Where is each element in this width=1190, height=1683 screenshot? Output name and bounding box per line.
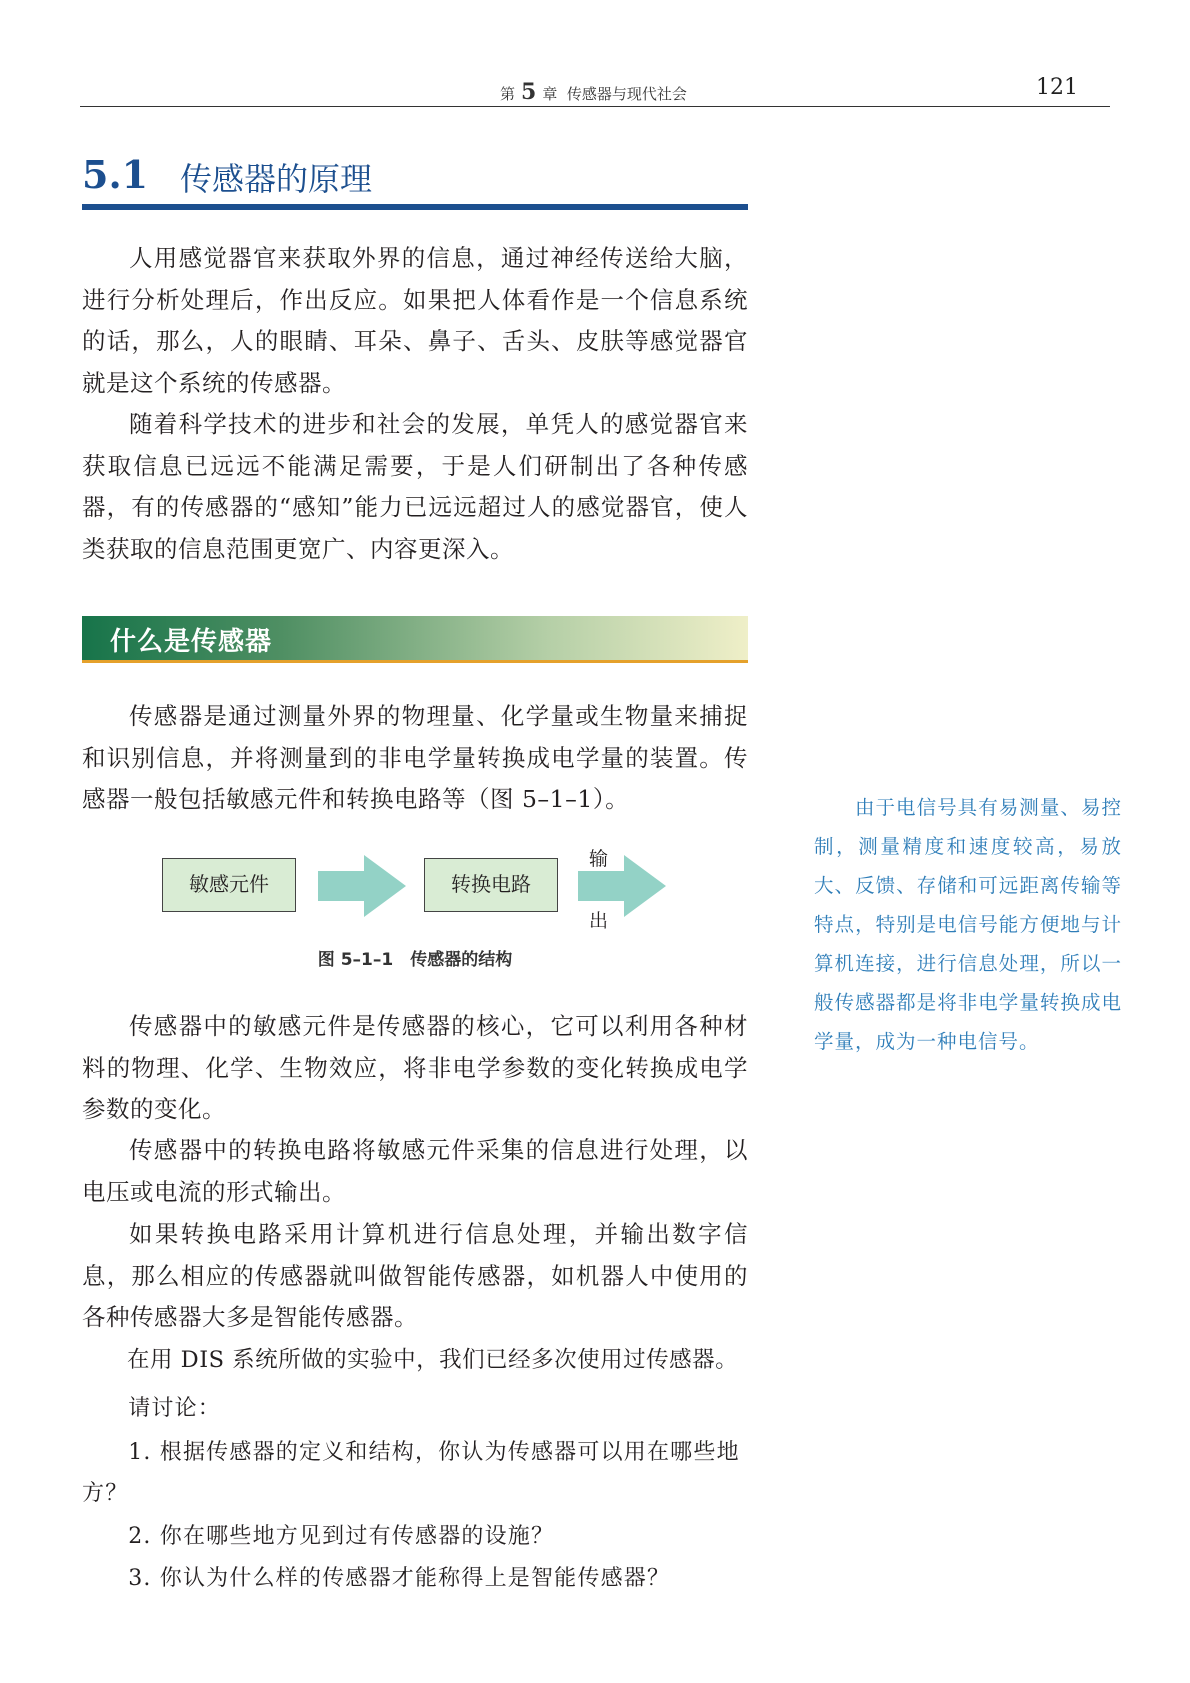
section-title-text: 传感器的原理 bbox=[180, 160, 373, 198]
figure-caption: 图 5–1–1 传感器的结构 bbox=[317, 950, 513, 970]
output-label-top: 输 bbox=[589, 848, 609, 870]
arrow-right-icon bbox=[318, 855, 408, 917]
body-paragraph-1: 传感器中的敏感元件是传感器的核心，它可以利用各种材料的物理、化学、生物效应，将非电学参数的变化转换成电学参数的变化。 bbox=[82, 1012, 748, 1123]
chapter-heading bbox=[500, 79, 687, 105]
page-number: 121 bbox=[1036, 75, 1078, 100]
discussion-question-3: 3. 你认为什么样的传感器才能称得上是智能传感器？ bbox=[128, 1566, 671, 1591]
subsection-title: 什么是传感器 bbox=[110, 627, 273, 657]
body-paragraph-3: 如果转换电路采用计算机进行信息处理，并输出数字信息，那么相应的传感器就叫做智能传感器，如机器人中使用的各种传感器大多是智能传感器。 bbox=[82, 1220, 748, 1331]
chapter-suffix: 章 bbox=[542, 85, 558, 103]
chapter-prefix: 第 bbox=[500, 85, 516, 103]
chapter-title: 传感器与现代社会 bbox=[566, 85, 687, 103]
body-paragraph-2: 传感器中的转换电路将敏感元件采集的信息进行处理，以电压或电流的形式输出。 bbox=[82, 1136, 748, 1206]
discussion-label: 请讨论： bbox=[128, 1396, 221, 1421]
body-paragraph-4: 在用 DIS 系统所做的实验中，我们已经多次使用过传感器。 bbox=[127, 1347, 739, 1373]
page-header bbox=[80, 70, 1110, 107]
intro-paragraph-2: 随着科学技术的进步和社会的发展，单凭人的感觉器官来获取信息已远远不能满足需要，于是人们研制出了各种传感器，有的传感器的“感知”能力已远远超过人的感觉器官，使人类获取的信息范围更宽广、内容更深入。 bbox=[82, 410, 748, 563]
chapter-number: 5 bbox=[521, 79, 537, 105]
output-label-bottom: 出 bbox=[589, 910, 609, 932]
section-title bbox=[82, 150, 748, 210]
section-number: 5.1 bbox=[82, 152, 149, 197]
subsection-heading bbox=[82, 616, 748, 663]
margin-note: 由于电信号具有易测量、易控制，测量精度和速度较高，易放大、反馈、存储和可远距离传输等特点，特别是电信号能方便地与计算机连接，进行信息处理，所以一般传感器都是将非电学量转换成电学量，成为一种电信号。 bbox=[814, 796, 1122, 1053]
definition-paragraph: 传感器是通过测量外界的物理量、化学量或生物量来捕捉和识别信息，并将测量到的非电学量转换成电学量的装置。传感器一般包括敏感元件和转换电路等（图 5–1–1）。 bbox=[82, 702, 748, 813]
discussion-question-1: 1. 根据传感器的定义和结构，你认为传感器可以用在哪些地方？ bbox=[82, 1440, 740, 1506]
conversion-circuit-box: 转换电路 bbox=[424, 858, 558, 912]
discussion-question-2: 2. 你在哪些地方见到过有传感器的设施？ bbox=[128, 1524, 555, 1549]
sensitive-element-box: 敏感元件 bbox=[162, 858, 296, 912]
intro-paragraph-1: 人用感觉器官来获取外界的信息，通过神经传送给大脑，进行分析处理后，作出反应。如果把人体看作是一个信息系统的话，那么，人的眼睛、耳朵、鼻子、舌头、皮肤等感觉器官就是这个系统的传感器。 bbox=[82, 244, 748, 397]
